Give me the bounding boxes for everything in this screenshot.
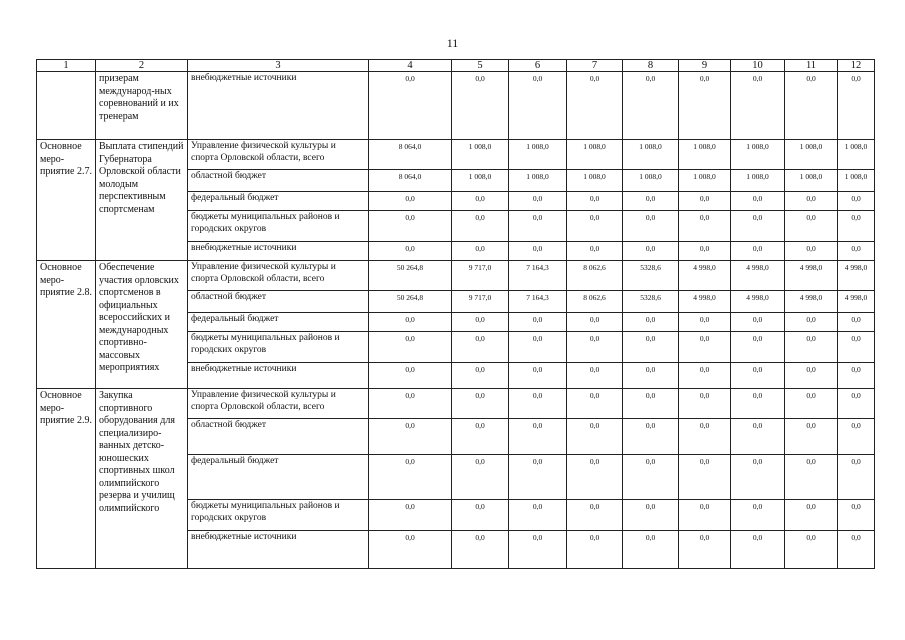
amount-cell: 0,0 bbox=[623, 332, 679, 363]
funding-source-cell: внебюджетные источники bbox=[188, 72, 369, 140]
amount-cell: 0,0 bbox=[838, 211, 875, 242]
amount-cell: 0,0 bbox=[731, 211, 785, 242]
column-number-header: 8 bbox=[623, 60, 679, 72]
amount-cell: 0,0 bbox=[785, 363, 838, 389]
amount-cell: 0,0 bbox=[731, 500, 785, 531]
amount-cell: 1 008,0 bbox=[785, 140, 838, 170]
activity-name-cell: Обеспечение участия орловских спортсменов в официальных всероссийских и международных спортивно-массовых мероприятиях bbox=[96, 261, 188, 389]
amount-cell: 1 008,0 bbox=[679, 140, 731, 170]
amount-cell: 0,0 bbox=[369, 211, 452, 242]
amount-cell: 1 008,0 bbox=[679, 170, 731, 192]
amount-cell: 1 008,0 bbox=[623, 170, 679, 192]
amount-cell: 0,0 bbox=[452, 72, 509, 140]
amount-cell: 9 717,0 bbox=[452, 291, 509, 313]
funding-source-cell: Управление физической культуры и спорта Орловской области, всего bbox=[188, 261, 369, 291]
amount-cell: 0,0 bbox=[785, 419, 838, 455]
amount-cell: 0,0 bbox=[679, 531, 731, 569]
amount-cell: 0,0 bbox=[509, 72, 567, 140]
amount-cell: 50 264,8 bbox=[369, 291, 452, 313]
amount-cell: 0,0 bbox=[785, 242, 838, 261]
amount-cell: 0,0 bbox=[567, 313, 623, 332]
amount-cell: 0,0 bbox=[567, 389, 623, 419]
amount-cell: 0,0 bbox=[509, 332, 567, 363]
amount-cell: 0,0 bbox=[369, 363, 452, 389]
amount-cell: 1 008,0 bbox=[509, 170, 567, 192]
amount-cell: 0,0 bbox=[567, 531, 623, 569]
amount-cell: 9 717,0 bbox=[452, 261, 509, 291]
amount-cell: 0,0 bbox=[509, 211, 567, 242]
column-number-header: 5 bbox=[452, 60, 509, 72]
amount-cell: 0,0 bbox=[679, 211, 731, 242]
amount-cell: 4 998,0 bbox=[838, 291, 875, 313]
amount-cell: 0,0 bbox=[785, 313, 838, 332]
amount-cell: 0,0 bbox=[679, 455, 731, 500]
amount-cell: 0,0 bbox=[785, 192, 838, 211]
amount-cell: 0,0 bbox=[369, 192, 452, 211]
amount-cell: 0,0 bbox=[567, 332, 623, 363]
amount-cell: 0,0 bbox=[509, 389, 567, 419]
amount-cell: 0,0 bbox=[369, 455, 452, 500]
amount-cell: 0,0 bbox=[785, 389, 838, 419]
amount-cell: 0,0 bbox=[452, 192, 509, 211]
funding-source-cell: областной бюджет bbox=[188, 170, 369, 192]
table-row bbox=[37, 389, 875, 419]
amount-cell: 0,0 bbox=[785, 455, 838, 500]
activity-name-cell: Выплата стипендий Губернатора Орловской области молодым перспективным спортсменам bbox=[96, 140, 188, 261]
funding-source-cell: федеральный бюджет bbox=[188, 313, 369, 332]
amount-cell: 0,0 bbox=[452, 211, 509, 242]
amount-cell: 0,0 bbox=[369, 242, 452, 261]
amount-cell: 8 062,6 bbox=[567, 291, 623, 313]
amount-cell: 0,0 bbox=[731, 455, 785, 500]
activity-code-cell: Основное меро-приятие 2.8. bbox=[37, 261, 96, 389]
amount-cell: 0,0 bbox=[623, 363, 679, 389]
amount-cell: 0,0 bbox=[679, 192, 731, 211]
amount-cell: 0,0 bbox=[838, 500, 875, 531]
column-number-header: 4 bbox=[369, 60, 452, 72]
amount-cell: 0,0 bbox=[452, 531, 509, 569]
amount-cell: 4 998,0 bbox=[679, 261, 731, 291]
budget-table bbox=[36, 59, 875, 569]
activity-code-cell bbox=[37, 72, 96, 140]
amount-cell: 0,0 bbox=[369, 389, 452, 419]
column-number-header: 12 bbox=[838, 60, 875, 72]
amount-cell: 0,0 bbox=[509, 363, 567, 389]
amount-cell: 0,0 bbox=[567, 211, 623, 242]
amount-cell: 0,0 bbox=[838, 313, 875, 332]
funding-source-cell: федеральный бюджет bbox=[188, 192, 369, 211]
funding-source-cell: внебюджетные источники bbox=[188, 363, 369, 389]
amount-cell: 0,0 bbox=[838, 242, 875, 261]
table-row bbox=[37, 72, 875, 140]
funding-source-cell: Управление физической культуры и спорта Орловской области, всего bbox=[188, 140, 369, 170]
funding-source-cell: федеральный бюджет bbox=[188, 455, 369, 500]
amount-cell: 0,0 bbox=[838, 419, 875, 455]
amount-cell: 0,0 bbox=[369, 531, 452, 569]
amount-cell: 0,0 bbox=[731, 192, 785, 211]
amount-cell: 0,0 bbox=[369, 313, 452, 332]
amount-cell: 8 062,6 bbox=[567, 261, 623, 291]
amount-cell: 0,0 bbox=[509, 455, 567, 500]
amount-cell: 1 008,0 bbox=[838, 140, 875, 170]
amount-cell: 0,0 bbox=[679, 242, 731, 261]
column-number-header: 6 bbox=[509, 60, 567, 72]
column-number-header: 7 bbox=[567, 60, 623, 72]
amount-cell: 0,0 bbox=[623, 389, 679, 419]
activity-name-cell: призерам международ-ных соревнований и их тренерам bbox=[96, 72, 188, 140]
amount-cell: 0,0 bbox=[567, 363, 623, 389]
amount-cell: 0,0 bbox=[679, 313, 731, 332]
amount-cell: 0,0 bbox=[679, 72, 731, 140]
amount-cell: 0,0 bbox=[785, 500, 838, 531]
amount-cell: 0,0 bbox=[452, 242, 509, 261]
amount-cell: 0,0 bbox=[623, 211, 679, 242]
column-number-header: 10 bbox=[731, 60, 785, 72]
amount-cell: 0,0 bbox=[452, 313, 509, 332]
amount-cell: 0,0 bbox=[731, 72, 785, 140]
column-number-header: 2 bbox=[96, 60, 188, 72]
amount-cell: 50 264,8 bbox=[369, 261, 452, 291]
amount-cell: 0,0 bbox=[567, 419, 623, 455]
amount-cell: 1 008,0 bbox=[567, 140, 623, 170]
amount-cell: 0,0 bbox=[785, 531, 838, 569]
amount-cell: 0,0 bbox=[679, 419, 731, 455]
amount-cell: 0,0 bbox=[623, 419, 679, 455]
activity-code-cell: Основное меро-приятие 2.9. bbox=[37, 389, 96, 569]
amount-cell: 0,0 bbox=[731, 313, 785, 332]
amount-cell: 0,0 bbox=[679, 389, 731, 419]
amount-cell: 0,0 bbox=[838, 531, 875, 569]
amount-cell: 0,0 bbox=[623, 455, 679, 500]
amount-cell: 0,0 bbox=[369, 72, 452, 140]
funding-source-cell: бюджеты муниципальных районов и городских округов bbox=[188, 332, 369, 363]
amount-cell: 0,0 bbox=[838, 72, 875, 140]
amount-cell: 4 998,0 bbox=[731, 291, 785, 313]
column-number-header: 3 bbox=[188, 60, 369, 72]
amount-cell: 5328,6 bbox=[623, 261, 679, 291]
amount-cell: 0,0 bbox=[369, 332, 452, 363]
funding-source-cell: Управление физической культуры и спорта Орловской области, всего bbox=[188, 389, 369, 419]
amount-cell: 1 008,0 bbox=[731, 170, 785, 192]
amount-cell: 4 998,0 bbox=[731, 261, 785, 291]
amount-cell: 0,0 bbox=[509, 192, 567, 211]
amount-cell: 0,0 bbox=[509, 242, 567, 261]
amount-cell: 0,0 bbox=[731, 531, 785, 569]
amount-cell: 8 064,0 bbox=[369, 140, 452, 170]
amount-cell: 0,0 bbox=[567, 242, 623, 261]
funding-source-cell: внебюджетные источники bbox=[188, 242, 369, 261]
amount-cell: 0,0 bbox=[838, 389, 875, 419]
amount-cell: 1 008,0 bbox=[452, 140, 509, 170]
amount-cell: 0,0 bbox=[369, 500, 452, 531]
amount-cell: 0,0 bbox=[452, 455, 509, 500]
amount-cell: 0,0 bbox=[838, 332, 875, 363]
amount-cell: 0,0 bbox=[838, 192, 875, 211]
amount-cell: 1 008,0 bbox=[838, 170, 875, 192]
amount-cell: 4 998,0 bbox=[785, 291, 838, 313]
amount-cell: 0,0 bbox=[731, 389, 785, 419]
funding-source-cell: бюджеты муниципальных районов и городских округов bbox=[188, 211, 369, 242]
amount-cell: 7 164,3 bbox=[509, 261, 567, 291]
funding-source-cell: бюджеты муниципальных районов и городских округов bbox=[188, 500, 369, 531]
amount-cell: 0,0 bbox=[452, 389, 509, 419]
page-number: 11 bbox=[446, 36, 459, 50]
funding-source-cell: внебюджетные источники bbox=[188, 531, 369, 569]
amount-cell: 0,0 bbox=[452, 332, 509, 363]
amount-cell: 0,0 bbox=[785, 72, 838, 140]
amount-cell: 0,0 bbox=[623, 313, 679, 332]
amount-cell: 0,0 bbox=[731, 332, 785, 363]
amount-cell: 0,0 bbox=[452, 500, 509, 531]
activity-code-cell: Основное меро-приятие 2.7. bbox=[37, 140, 96, 261]
activity-name-cell: Закупка спортивного оборудования для специализиро-ванных детско-юношеских спортивных школ олимпийского резерва и училищ олимпийского bbox=[96, 389, 188, 569]
column-number-header: 11 bbox=[785, 60, 838, 72]
amount-cell: 0,0 bbox=[785, 211, 838, 242]
column-number-row bbox=[37, 60, 875, 72]
amount-cell: 0,0 bbox=[509, 419, 567, 455]
amount-cell: 0,0 bbox=[567, 192, 623, 211]
amount-cell: 1 008,0 bbox=[452, 170, 509, 192]
amount-cell: 0,0 bbox=[567, 500, 623, 531]
amount-cell: 0,0 bbox=[731, 363, 785, 389]
amount-cell: 5328,6 bbox=[623, 291, 679, 313]
amount-cell: 0,0 bbox=[567, 72, 623, 140]
amount-cell: 0,0 bbox=[509, 531, 567, 569]
amount-cell: 1 008,0 bbox=[567, 170, 623, 192]
amount-cell: 0,0 bbox=[623, 242, 679, 261]
table-row bbox=[37, 140, 875, 170]
amount-cell: 0,0 bbox=[452, 419, 509, 455]
funding-source-cell: областной бюджет bbox=[188, 291, 369, 313]
amount-cell: 7 164,3 bbox=[509, 291, 567, 313]
funding-source-cell: областной бюджет bbox=[188, 419, 369, 455]
amount-cell: 1 008,0 bbox=[785, 170, 838, 192]
amount-cell: 0,0 bbox=[369, 419, 452, 455]
amount-cell: 0,0 bbox=[838, 455, 875, 500]
amount-cell: 0,0 bbox=[452, 363, 509, 389]
amount-cell: 0,0 bbox=[679, 332, 731, 363]
table-row bbox=[37, 261, 875, 291]
amount-cell: 1 008,0 bbox=[731, 140, 785, 170]
amount-cell: 0,0 bbox=[838, 363, 875, 389]
column-number-header: 1 bbox=[37, 60, 96, 72]
amount-cell: 4 998,0 bbox=[838, 261, 875, 291]
amount-cell: 0,0 bbox=[623, 500, 679, 531]
amount-cell: 0,0 bbox=[567, 455, 623, 500]
amount-cell: 0,0 bbox=[679, 500, 731, 531]
amount-cell: 4 998,0 bbox=[679, 291, 731, 313]
amount-cell: 0,0 bbox=[731, 242, 785, 261]
amount-cell: 0,0 bbox=[785, 332, 838, 363]
amount-cell: 0,0 bbox=[623, 192, 679, 211]
amount-cell: 4 998,0 bbox=[785, 261, 838, 291]
amount-cell: 0,0 bbox=[623, 72, 679, 140]
amount-cell: 0,0 bbox=[509, 313, 567, 332]
amount-cell: 0,0 bbox=[679, 363, 731, 389]
amount-cell: 0,0 bbox=[623, 531, 679, 569]
amount-cell: 0,0 bbox=[509, 500, 567, 531]
amount-cell: 0,0 bbox=[731, 419, 785, 455]
amount-cell: 1 008,0 bbox=[509, 140, 567, 170]
column-number-header: 9 bbox=[679, 60, 731, 72]
amount-cell: 1 008,0 bbox=[623, 140, 679, 170]
amount-cell: 8 064,0 bbox=[369, 170, 452, 192]
